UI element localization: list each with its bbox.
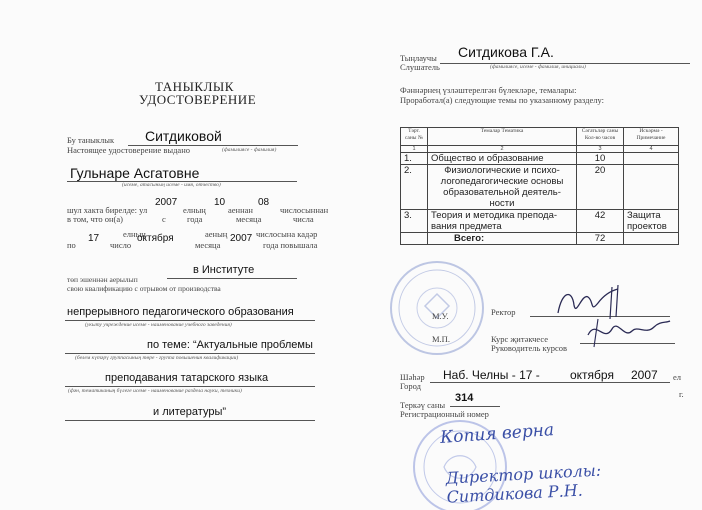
- row-topic: Физиологические и психо-логопедагогические основы образовательной деятель-ности: [428, 165, 577, 210]
- period-label: года повышала: [263, 240, 318, 250]
- course-topic-3: и литературы”: [153, 406, 227, 418]
- row-hours: 10: [577, 153, 624, 165]
- period-label: аеның: [205, 229, 228, 239]
- period-label: с: [162, 214, 166, 224]
- issued-label-tatar: Бу таныклык: [67, 135, 115, 145]
- day-from: 08: [258, 197, 270, 208]
- row-topic: Общество и образование: [428, 153, 577, 165]
- period-label: в том, что он(а): [67, 214, 123, 224]
- year-label-tatar: ел: [673, 372, 682, 382]
- reg-number: 314: [455, 392, 474, 404]
- institute-hint: (укыту учреждение исеме - наименование учебного заведения): [85, 322, 232, 328]
- table-total-row: [401, 233, 679, 245]
- studied-label-russian: Проработал(а) следующие темы по указанному разделу:: [400, 95, 604, 105]
- institute-name: непрерывного педагогического образования: [67, 306, 294, 318]
- course-head-label-tatar: Курс җитәкчесе: [491, 334, 549, 344]
- table-row: [401, 210, 679, 233]
- year-from: 2007: [155, 197, 178, 208]
- total-hours: 72: [577, 233, 624, 245]
- listener-hint: (фамилиясе, исеме - фамилия, инициалы): [490, 64, 586, 70]
- issued-label-russian: Настоящее удостоверение выдано: [67, 145, 191, 155]
- issue-year: 2007: [631, 368, 658, 382]
- col-number: 4: [624, 146, 679, 153]
- col-header-number: Тәрт. саны №: [401, 128, 428, 146]
- period-label: елның: [183, 205, 206, 215]
- period-label: аеннан: [228, 205, 253, 215]
- period-label: число: [110, 240, 132, 250]
- col-header-hours: Сәгатьләр саны Кол-во часов: [577, 128, 624, 146]
- title-russian: УДОСТОВЕРЕНИЕ: [139, 92, 257, 107]
- holder-name: Гульнаре Асгатовне: [70, 165, 200, 181]
- month-from: 10: [214, 197, 226, 208]
- period-label: елның: [123, 229, 146, 239]
- subject-hint: (фән, тематиканың бүлеге исеме - наименование раздела науки, техники): [68, 388, 242, 394]
- name-hint: (исеме, атасының исеме - имя, отчество): [122, 182, 221, 188]
- studied-label-tatar: Фәннәрнең үзләштерелгән бүлекләре, темалары:: [400, 85, 577, 95]
- listener-label-russian: Слушатель: [400, 62, 440, 72]
- institute-label-tatar: төп эшеннән аерылып: [67, 275, 138, 284]
- course-head-signature: [584, 313, 674, 351]
- row-number: 2.: [401, 165, 428, 210]
- director-note: Директор школы: Ситдикова Р.Н.: [445, 460, 602, 507]
- course-head-label-russian: Руководитель курсов: [491, 343, 568, 353]
- surname-hint: (фамилиясе - фамилия): [222, 147, 277, 153]
- course-topic-1: по теме: “Актуальные проблемы: [147, 339, 313, 351]
- col-header-topic: Темалар Тематика: [428, 128, 577, 146]
- reg-label-russian: Регистрационный номер: [400, 409, 489, 419]
- course-topic-hint: (белем күтәрү группасының төре - группа повышения квалификации): [75, 355, 239, 361]
- city-label-tatar: Шәһәр: [400, 372, 425, 382]
- row-hours: 20: [577, 165, 624, 210]
- listener-name: Ситдикова Г.А.: [458, 44, 554, 60]
- table-row: [401, 165, 679, 210]
- institute-label-russian: свою квалификацию с отрывом от производства: [67, 284, 221, 293]
- row-number: 1.: [401, 153, 428, 165]
- course-topic-2: преподавания татарского языка: [105, 372, 269, 384]
- period-label: числа: [293, 214, 314, 224]
- rector-label: Ректор: [491, 307, 516, 317]
- seal-place-tatar: М.У.: [432, 311, 449, 321]
- topics-table: [400, 127, 679, 245]
- period-label: по: [67, 240, 76, 250]
- holder-surname: Ситдиковой: [145, 128, 222, 144]
- period-label: года: [187, 214, 203, 224]
- city-value: Наб. Челны - 17 -: [443, 368, 540, 382]
- title-tatar: ТАНЫКЛЫК: [155, 79, 234, 94]
- listener-label-tatar: Тыңлаучы: [400, 53, 437, 63]
- copy-certified-note: Копия верна: [439, 420, 555, 448]
- city-label-russian: Город: [400, 381, 421, 391]
- col-number: 2: [428, 146, 577, 153]
- issue-month: октября: [570, 368, 614, 382]
- col-number: 3: [577, 146, 624, 153]
- total-label: Всего:: [428, 233, 577, 245]
- row-note: Защита проектов: [624, 210, 679, 233]
- row-note: [624, 165, 679, 210]
- row-note: [624, 153, 679, 165]
- period-label: месяца: [195, 240, 221, 250]
- day-to: 17: [88, 233, 100, 244]
- seal-place-russian: М.П.: [432, 334, 450, 344]
- col-number: 1: [401, 146, 428, 153]
- year-to: 2007: [230, 233, 253, 244]
- table-row: [401, 153, 679, 165]
- period-label: месяца: [236, 214, 262, 224]
- row-topic: Теория и методика препода-вания предмета: [428, 210, 577, 233]
- period-label: числосына кадәр: [256, 229, 318, 239]
- institute-prefix: в Институте: [193, 264, 255, 276]
- row-number: 3.: [401, 210, 428, 233]
- year-label-russian: г.: [679, 389, 684, 399]
- period-label: шул хакта бирелде: ул: [67, 205, 148, 215]
- period-label: числосыннан: [280, 205, 329, 215]
- reg-label-tatar: Теркәү саны: [400, 400, 446, 410]
- col-header-note: Искәрмә - Примечание: [624, 128, 679, 146]
- row-hours: 42: [577, 210, 624, 233]
- month-to: октября: [137, 233, 174, 244]
